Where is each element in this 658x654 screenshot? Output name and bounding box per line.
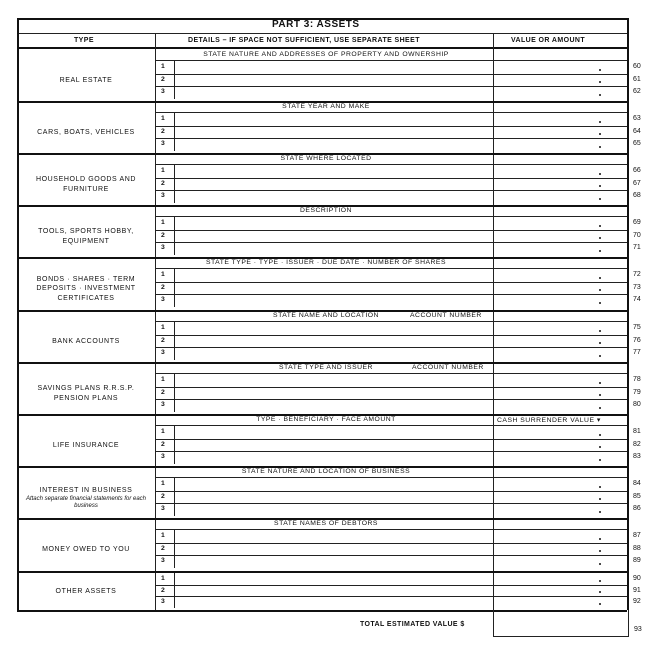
detail-input[interactable]: [176, 348, 491, 359]
value-input[interactable]: [495, 283, 625, 294]
line-number: 65: [633, 140, 641, 147]
value-input[interactable]: [495, 166, 625, 177]
row-number: 2: [161, 179, 166, 187]
detail-input[interactable]: [176, 452, 491, 463]
value-input[interactable]: [495, 295, 625, 306]
instruction-rule: [155, 321, 627, 322]
section-instruction: STATE TYPE · TYPE · ISSUER · DUE DATE · NUMBER OF SHARES: [206, 259, 446, 266]
asset-type-label: INTEREST IN BUSINESS: [39, 487, 133, 494]
cents-separator: [599, 355, 601, 357]
value-input[interactable]: [495, 218, 625, 229]
cents-separator: [599, 225, 601, 227]
cents-separator: [599, 173, 601, 175]
value-input[interactable]: [495, 323, 625, 334]
detail-input[interactable]: [176, 295, 491, 306]
row-number-divider: [174, 335, 175, 348]
cents-separator: [599, 580, 601, 582]
cents-separator: [599, 459, 601, 461]
cents-separator: [599, 538, 601, 540]
row-number: 1: [161, 532, 166, 539]
row-number-divider: [174, 165, 175, 178]
detail-input[interactable]: [176, 166, 491, 177]
row-number: 3: [161, 349, 166, 356]
section-instruction: STATE YEAR AND MAKE: [282, 103, 370, 110]
asset-type-label-box: [21, 218, 151, 256]
row-number: 2: [161, 283, 166, 291]
cents-separator: [599, 94, 601, 96]
details-column-header: DETAILS – IF SPACE NOT SUFFICIENT, USE SEPARATE SHEET: [188, 37, 420, 44]
line-number: 85: [633, 492, 641, 500]
asset-type-label-box: [21, 375, 151, 413]
value-input[interactable]: [495, 62, 625, 73]
detail-input[interactable]: [176, 388, 491, 399]
section-instruction: STATE NATURE AND ADDRESSES OF PROPERTY AND OWNERSHIP: [203, 51, 449, 58]
total-label: TOTAL ESTIMATED VALUE $: [360, 621, 465, 628]
total-value-field[interactable]: [493, 610, 629, 637]
line-number: 83: [633, 453, 641, 460]
cents-separator: [599, 185, 601, 187]
cents-separator: [599, 302, 601, 304]
value-input[interactable]: [495, 139, 625, 150]
title-divider: [17, 33, 627, 34]
line-number: 76: [633, 336, 641, 344]
detail-input[interactable]: [176, 336, 491, 347]
cents-separator: [599, 198, 601, 200]
cents-separator: [599, 498, 601, 500]
row-number-divider: [174, 596, 175, 608]
detail-input[interactable]: [176, 179, 491, 190]
line-number: 71: [633, 244, 641, 251]
row-number-divider: [174, 573, 175, 585]
instruction-rule: [155, 216, 627, 217]
line-number: 70: [633, 231, 641, 239]
row-number-divider: [174, 74, 175, 87]
value-input[interactable]: [495, 544, 625, 555]
asset-type-label: HOUSEHOLD GOODS AND FURNITURE: [35, 176, 137, 193]
detail-input[interactable]: [176, 400, 491, 411]
row-number: 1: [161, 376, 166, 383]
line-number: 77: [633, 349, 641, 356]
row-number-divider: [174, 217, 175, 230]
row-number: 1: [161, 575, 166, 582]
asset-type-label-box: [21, 62, 151, 100]
line-number: 92: [633, 598, 641, 606]
detail-input[interactable]: [176, 270, 491, 281]
row-number-divider: [174, 399, 175, 412]
detail-input[interactable]: [176, 556, 491, 567]
line-number: 89: [633, 557, 641, 564]
asset-type-label: OTHER ASSETS: [55, 587, 117, 595]
value-input[interactable]: [495, 336, 625, 347]
instruction-rule: [155, 477, 627, 478]
cents-separator: [599, 237, 601, 239]
asset-type-label-box: [21, 531, 151, 569]
row-number-divider: [174, 585, 175, 597]
detail-input[interactable]: [176, 504, 491, 515]
value-input[interactable]: [495, 75, 625, 86]
line-number: 91: [633, 586, 641, 594]
detail-input[interactable]: [176, 139, 491, 150]
line-number: 80: [633, 401, 641, 408]
row-number: 3: [161, 88, 166, 95]
row-number: 3: [161, 244, 166, 251]
row-number: 1: [161, 324, 166, 331]
detail-input[interactable]: [176, 531, 491, 542]
value-input[interactable]: [495, 479, 625, 490]
asset-type-label: CARS, BOATS, VEHICLES: [37, 129, 135, 136]
detail-input[interactable]: [176, 114, 491, 125]
instruction-rule: [155, 373, 627, 374]
line-number: 64: [633, 127, 641, 135]
detail-input[interactable]: [176, 87, 491, 98]
section-instruction: DESCRIPTION: [300, 207, 352, 214]
row-number-divider: [174, 242, 175, 255]
cents-separator: [599, 407, 601, 409]
value-input[interactable]: [495, 574, 625, 584]
asset-type-label: LIFE INSURANCE: [52, 442, 120, 449]
row-number-divider: [174, 478, 175, 491]
instruction-rule: [155, 164, 627, 165]
detail-input[interactable]: [176, 191, 491, 202]
total-line-number: 93: [634, 626, 642, 633]
cents-separator: [599, 146, 601, 148]
section-divider: [17, 571, 627, 573]
value-column-header: VALUE OR AMOUNT: [511, 37, 586, 44]
row-number: 2: [161, 75, 166, 83]
detail-input[interactable]: [176, 586, 491, 596]
line-number: 88: [633, 544, 641, 552]
asset-type-label-box: [21, 323, 151, 361]
value-input[interactable]: [495, 348, 625, 359]
value-input[interactable]: [495, 597, 625, 607]
row-number: 3: [161, 453, 166, 460]
row-number-divider: [174, 555, 175, 568]
value-input[interactable]: [495, 388, 625, 399]
type-column-header: TYPE: [74, 37, 94, 44]
value-input[interactable]: [495, 127, 625, 138]
detail-input[interactable]: [176, 492, 491, 503]
instruction-rule: [155, 529, 627, 530]
row-number-divider: [174, 126, 175, 139]
line-number: 60: [633, 63, 641, 70]
line-number: 79: [633, 388, 641, 396]
asset-type-label: TOOLS, SPORTS HOBBY, EQUIPMENT: [38, 228, 134, 245]
row-number-divider: [174, 113, 175, 126]
section-instruction: STATE NATURE AND LOCATION OF BUSINESS: [241, 468, 411, 475]
cents-separator: [599, 486, 601, 488]
value-input[interactable]: [495, 87, 625, 98]
row-number: 1: [161, 63, 166, 70]
row-number-divider: [174, 543, 175, 556]
cents-separator: [599, 603, 601, 605]
cents-separator: [599, 382, 601, 384]
detail-input[interactable]: [176, 283, 491, 294]
cents-separator: [599, 563, 601, 565]
section-instruction: STATE NAME AND LOCATION: [273, 312, 379, 319]
row-number: 2: [161, 388, 166, 396]
row-number-divider: [174, 138, 175, 151]
detail-input[interactable]: [176, 323, 491, 334]
cents-separator: [599, 81, 601, 83]
detail-input[interactable]: [176, 62, 491, 73]
form-title: PART 3: ASSETS: [272, 19, 360, 30]
value-input[interactable]: [495, 243, 625, 254]
line-number: 74: [633, 296, 641, 303]
row-number-divider: [174, 503, 175, 516]
value-column-subheader: CASH SURRENDER VALUE ▾: [497, 417, 601, 424]
section-instruction: STATE WHERE LOCATED: [280, 155, 372, 162]
asset-type-label: BANK ACCOUNTS: [52, 338, 120, 345]
row-number: 3: [161, 505, 166, 512]
asset-type-label-box: [21, 574, 151, 609]
row-number-divider: [174, 530, 175, 543]
section-extra-label: ACCOUNT NUMBER: [410, 312, 482, 319]
frame-left: [17, 18, 19, 610]
row-number: 1: [161, 167, 166, 174]
value-input[interactable]: [495, 586, 625, 596]
cents-separator: [599, 69, 601, 71]
frame-top: [17, 18, 627, 20]
line-number: 75: [633, 324, 641, 331]
row-number-divider: [174, 322, 175, 335]
line-number: 61: [633, 75, 641, 83]
asset-type-label-box: [21, 166, 151, 204]
line-number: 67: [633, 179, 641, 187]
row-number-divider: [174, 347, 175, 360]
section-instruction: STATE NAMES OF DEBTORS: [274, 520, 378, 527]
row-number: 1: [161, 428, 166, 435]
line-number: 63: [633, 115, 641, 122]
row-number-divider: [174, 426, 175, 439]
detail-input[interactable]: [176, 231, 491, 242]
asset-type-label-box: [21, 114, 151, 152]
line-number: 81: [633, 428, 641, 435]
detail-input[interactable]: [176, 544, 491, 555]
row-number: 1: [161, 115, 166, 122]
value-input[interactable]: [495, 191, 625, 202]
detail-input[interactable]: [176, 243, 491, 254]
cents-separator: [599, 121, 601, 123]
value-input[interactable]: [495, 231, 625, 242]
row-number-divider: [174, 282, 175, 295]
detail-input[interactable]: [176, 75, 491, 86]
asset-type-label: REAL ESTATE: [59, 77, 113, 84]
row-number: 3: [161, 140, 166, 147]
cents-separator: [599, 250, 601, 252]
row-number: 1: [161, 271, 166, 278]
cents-separator: [599, 511, 601, 513]
row-number: 2: [161, 544, 166, 552]
cents-separator: [599, 446, 601, 448]
row-number-divider: [174, 294, 175, 307]
line-number: 62: [633, 88, 641, 95]
row-number-divider: [174, 387, 175, 400]
row-number: 3: [161, 557, 166, 564]
detail-input[interactable]: [176, 427, 491, 438]
section-instruction: TYPE · BENEFICIARY · FACE AMOUNT: [256, 416, 396, 423]
value-input[interactable]: [495, 400, 625, 411]
cents-separator: [599, 434, 601, 436]
value-input[interactable]: [495, 270, 625, 281]
row-number: 2: [161, 336, 166, 344]
row-number: 1: [161, 219, 166, 226]
row-number-divider: [174, 491, 175, 504]
cents-separator: [599, 342, 601, 344]
detail-input[interactable]: [176, 375, 491, 386]
instruction-rule: [155, 268, 627, 269]
asset-type-label: MONEY OWED TO YOU: [42, 546, 130, 553]
asset-type-label-box: [21, 479, 151, 517]
row-number-divider: [174, 374, 175, 387]
value-input[interactable]: [495, 556, 625, 567]
row-number: 1: [161, 480, 166, 487]
value-input[interactable]: [495, 179, 625, 190]
asset-type-note: Attach separate financial statements for each business: [25, 495, 147, 509]
row-number: 3: [161, 296, 166, 303]
row-number-divider: [174, 439, 175, 452]
line-number: 87: [633, 532, 641, 539]
frame-right: [627, 18, 629, 610]
line-number: 78: [633, 376, 641, 383]
cents-separator: [599, 289, 601, 291]
value-input[interactable]: [495, 440, 625, 451]
row-number-divider: [174, 269, 175, 282]
line-number: 69: [633, 219, 641, 226]
row-number: 3: [161, 598, 166, 606]
asset-type-label-box: [21, 270, 151, 308]
value-input[interactable]: [495, 114, 625, 125]
detail-input[interactable]: [176, 127, 491, 138]
cents-separator: [599, 277, 601, 279]
line-number: 86: [633, 505, 641, 512]
detail-input[interactable]: [176, 597, 491, 607]
instruction-rule: [155, 60, 627, 61]
row-number: 2: [161, 127, 166, 135]
detail-input[interactable]: [176, 479, 491, 490]
line-number: 68: [633, 192, 641, 199]
row-number: 3: [161, 192, 166, 199]
line-number: 90: [633, 575, 641, 582]
row-number: 2: [161, 492, 166, 500]
section-instruction: STATE TYPE AND ISSUER: [279, 364, 373, 371]
detail-input[interactable]: [176, 574, 491, 584]
row-number: 2: [161, 440, 166, 448]
value-input[interactable]: [495, 375, 625, 386]
header-divider: [17, 47, 627, 49]
value-input[interactable]: [495, 531, 625, 542]
asset-type-label: BONDS · SHARES · TERM DEPOSITS · INVESTMENT CERTIFICATES: [36, 275, 136, 302]
section-extra-label: ACCOUNT NUMBER: [412, 364, 484, 371]
asset-type-label-box: [21, 427, 151, 465]
row-number-divider: [174, 61, 175, 74]
row-number-divider: [174, 178, 175, 191]
cents-separator: [599, 133, 601, 135]
row-number-divider: [174, 230, 175, 243]
value-input[interactable]: [495, 504, 625, 515]
detail-input[interactable]: [176, 218, 491, 229]
row-number: 2: [161, 586, 166, 594]
line-number: 72: [633, 271, 641, 278]
value-input[interactable]: [495, 452, 625, 463]
line-number: 73: [633, 283, 641, 291]
detail-input[interactable]: [176, 440, 491, 451]
instruction-rule: [155, 425, 627, 426]
row-number: 3: [161, 401, 166, 408]
instruction-rule: [155, 112, 627, 113]
value-input[interactable]: [495, 427, 625, 438]
row-number-divider: [174, 451, 175, 464]
row-number: 2: [161, 231, 166, 239]
value-input[interactable]: [495, 492, 625, 503]
line-number: 66: [633, 167, 641, 174]
cents-separator: [599, 550, 601, 552]
cents-separator: [599, 330, 601, 332]
line-number: 82: [633, 440, 641, 448]
row-number-divider: [174, 190, 175, 203]
row-number-divider: [174, 86, 175, 99]
cents-separator: [599, 394, 601, 396]
asset-type-label: SAVINGS PLANS R.R.S.P. PENSION PLANS: [37, 385, 135, 402]
line-number: 84: [633, 480, 641, 487]
